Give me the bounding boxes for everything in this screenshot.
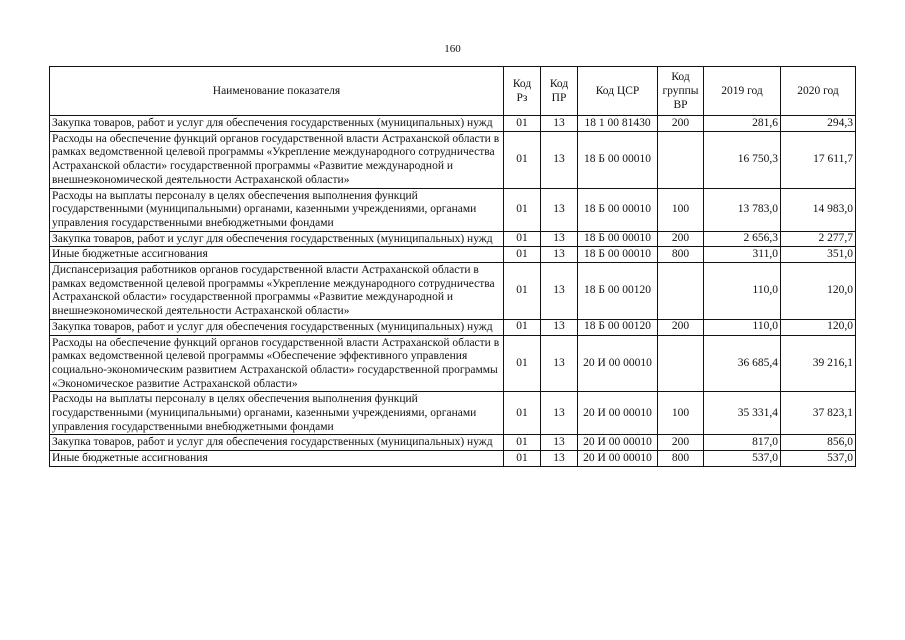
header-2020: 2020 год [781,67,856,116]
row-rz-cell: 01 [504,116,541,132]
row-csr-cell: 18 Б 00 00120 [578,263,658,320]
header-rz: Код Рз [504,67,541,116]
table-row [50,263,856,320]
header-name: Наименование показателя [50,67,504,116]
row-pr-cell: 13 [541,319,578,335]
row-2019-cell: 35 331,4 [704,392,781,435]
row-vr-cell [658,335,704,392]
row-2019-cell: 2 656,3 [704,231,781,247]
table-row [50,451,856,467]
row-rz-cell: 01 [504,335,541,392]
row-pr-cell: 13 [541,116,578,132]
row-2019-cell: 110,0 [704,319,781,335]
row-name-cell: Иные бюджетные ассигнования [50,247,504,263]
row-rz-cell: 01 [504,319,541,335]
table-row [50,335,856,392]
row-vr-cell: 200 [658,116,704,132]
row-name-cell: Расходы на обеспечение функций органов государственной власти Астраханской области в рамках ведомственной целевой программы «Обеспечение эффективного управления социально-экономическим развитием Астраханской области» государственной программы «Экономическое развитие Астраханской области» [50,335,504,392]
budget-table [49,66,856,467]
row-name-cell: Закупка товаров, работ и услуг для обеспечения государственных (муниципальных) нужд [50,231,504,247]
header-pr: Код ПР [541,67,578,116]
header-vr: Код группы ВР [658,67,704,116]
row-2020-cell: 537,0 [781,451,856,467]
row-vr-cell: 800 [658,451,704,467]
row-2020-cell: 14 983,0 [781,188,856,231]
row-name-cell: Иные бюджетные ассигнования [50,451,504,467]
row-2019-cell: 36 685,4 [704,335,781,392]
header-2019: 2019 год [704,67,781,116]
page-number: 160 [444,43,461,55]
row-2020-cell: 37 823,1 [781,392,856,435]
row-rz-cell: 01 [504,247,541,263]
row-2019-cell: 13 783,0 [704,188,781,231]
row-csr-cell: 20 И 00 00010 [578,451,658,467]
table-row [50,131,856,188]
row-vr-cell: 100 [658,392,704,435]
row-csr-cell: 20 И 00 00010 [578,435,658,451]
table-row [50,392,856,435]
row-pr-cell: 13 [541,263,578,320]
table-row [50,319,856,335]
row-csr-cell: 18 1 00 81430 [578,116,658,132]
row-csr-cell: 20 И 00 00010 [578,335,658,392]
row-name-cell: Расходы на обеспечение функций органов государственной власти Астраханской области в рамках ведомственной целевой программы «Укрепление международного сотрудничества Астраханской области» государственной программы «Развитие международной и внешнеэкономической деятельности Астраханской области» [50,131,504,188]
row-2019-cell: 537,0 [704,451,781,467]
row-name-cell: Расходы на выплаты персоналу в целях обеспечения выполнения функций государственными (муниципальными) органами, казенными учреждениями, органами управления государственными внебюджетными фондами [50,188,504,231]
row-2020-cell: 856,0 [781,435,856,451]
row-2020-cell: 120,0 [781,263,856,320]
row-rz-cell: 01 [504,435,541,451]
row-2019-cell: 110,0 [704,263,781,320]
row-pr-cell: 13 [541,131,578,188]
row-vr-cell: 100 [658,188,704,231]
row-vr-cell [658,263,704,320]
header-csr: Код ЦСР [578,67,658,116]
row-name-cell: Закупка товаров, работ и услуг для обеспечения государственных (муниципальных) нужд [50,116,504,132]
row-name-cell: Закупка товаров, работ и услуг для обеспечения государственных (муниципальных) нужд [50,319,504,335]
row-pr-cell: 13 [541,247,578,263]
table-body [50,116,856,467]
table-row [50,188,856,231]
table-row [50,247,856,263]
row-2020-cell: 120,0 [781,319,856,335]
row-pr-cell: 13 [541,392,578,435]
row-2020-cell: 17 611,7 [781,131,856,188]
row-name-cell: Закупка товаров, работ и услуг для обеспечения государственных (муниципальных) нужд [50,435,504,451]
row-2020-cell: 2 277,7 [781,231,856,247]
row-2019-cell: 817,0 [704,435,781,451]
row-rz-cell: 01 [504,231,541,247]
row-2020-cell: 351,0 [781,247,856,263]
row-csr-cell: 18 Б 00 00010 [578,231,658,247]
row-vr-cell: 200 [658,435,704,451]
row-2019-cell: 281,6 [704,116,781,132]
row-rz-cell: 01 [504,392,541,435]
row-pr-cell: 13 [541,188,578,231]
row-vr-cell: 200 [658,231,704,247]
row-2019-cell: 16 750,3 [704,131,781,188]
row-name-cell: Диспансеризация работников органов государственной власти Астраханской области в рамках ведомственной целевой программы «Укрепление международного сотрудничества Астраханской области» государственной программы «Развитие международной и внешнеэкономической деятельности Астраханской области» [50,263,504,320]
row-2020-cell: 294,3 [781,116,856,132]
row-csr-cell: 18 Б 00 00010 [578,247,658,263]
row-rz-cell: 01 [504,451,541,467]
row-vr-cell [658,131,704,188]
row-2019-cell: 311,0 [704,247,781,263]
row-csr-cell: 18 Б 00 00010 [578,188,658,231]
row-pr-cell: 13 [541,451,578,467]
row-pr-cell: 13 [541,335,578,392]
row-pr-cell: 13 [541,435,578,451]
row-name-cell: Расходы на выплаты персоналу в целях обеспечения выполнения функций государственными (муниципальными) органами, казенными учреждениями, органами управления государственными внебюджетными фондами [50,392,504,435]
row-csr-cell: 18 Б 00 00120 [578,319,658,335]
row-2020-cell: 39 216,1 [781,335,856,392]
row-csr-cell: 18 Б 00 00010 [578,131,658,188]
table-header-row [50,67,856,116]
table-row [50,435,856,451]
row-rz-cell: 01 [504,263,541,320]
row-rz-cell: 01 [504,131,541,188]
row-rz-cell: 01 [504,188,541,231]
row-csr-cell: 20 И 00 00010 [578,392,658,435]
row-vr-cell: 800 [658,247,704,263]
row-vr-cell: 200 [658,319,704,335]
table-row [50,231,856,247]
row-pr-cell: 13 [541,231,578,247]
table-row [50,116,856,132]
